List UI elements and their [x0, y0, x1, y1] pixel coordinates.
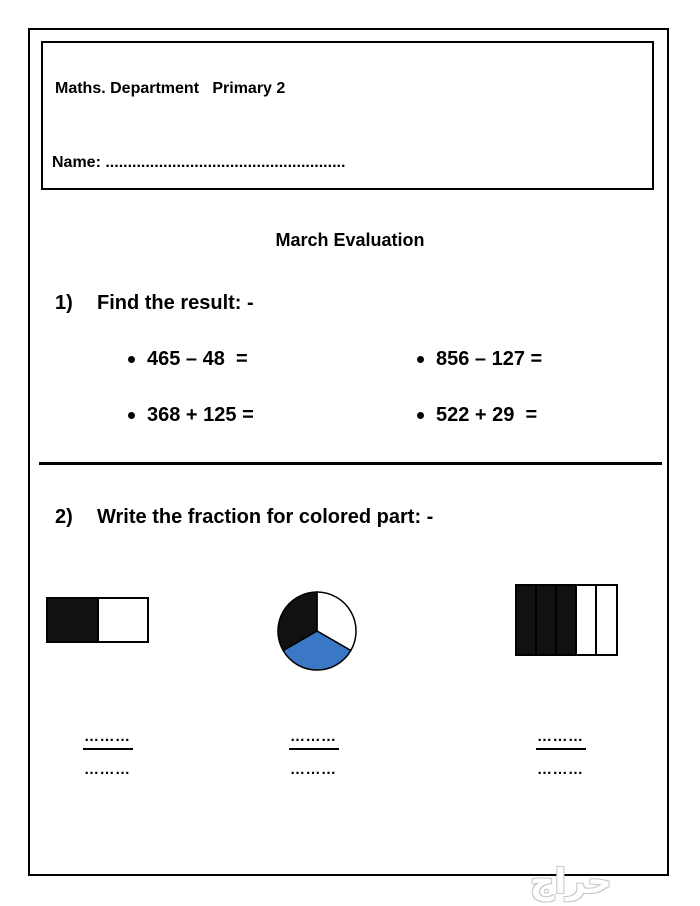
problem-item — [128, 404, 254, 427]
problem-text: 856 – 127 = — [436, 348, 543, 370]
strip-colored — [556, 585, 576, 655]
numerator-blank[interactable]: ……… — [290, 728, 337, 745]
question-1-number: 1) — [55, 292, 73, 314]
numerator-blank[interactable]: ……… — [84, 728, 131, 745]
question-2-number: 2) — [55, 506, 73, 528]
fraction-circle-figure — [276, 590, 358, 672]
bullet-icon — [417, 356, 424, 363]
strip-empty — [576, 585, 596, 655]
rectangle-colored-part — [47, 598, 98, 642]
fraction-bar — [83, 748, 133, 750]
denominator-blank[interactable]: ……… — [84, 761, 131, 778]
bullet-icon — [128, 412, 135, 419]
watermark-logo: حراج — [530, 863, 612, 901]
question-2-text: Write the fraction for colored part: - — [97, 506, 434, 528]
rectangle-empty-part — [98, 598, 148, 642]
strip-colored — [536, 585, 556, 655]
problem-item — [128, 348, 248, 371]
fraction-bar — [289, 748, 339, 750]
fraction-rectangle-figure — [46, 597, 150, 644]
name-field[interactable]: Name: ...................................................... — [52, 154, 346, 171]
denominator-blank[interactable]: ……… — [290, 761, 337, 778]
fraction-strips-figure — [515, 584, 619, 656]
fraction-bar — [536, 748, 586, 750]
denominator-blank[interactable]: ……… — [537, 761, 584, 778]
section-divider — [39, 462, 662, 465]
bullet-icon — [417, 412, 424, 419]
strip-colored — [516, 585, 536, 655]
problem-text: 368 + 125 = — [147, 404, 254, 426]
problem-item — [417, 404, 537, 427]
problem-text: 465 – 48 = — [147, 348, 248, 370]
strip-empty — [596, 585, 617, 655]
problem-item — [417, 348, 542, 371]
bullet-icon — [128, 356, 135, 363]
department-heading: Maths. Department Primary 2 — [55, 80, 286, 97]
page-title: March Evaluation — [275, 230, 425, 250]
problem-text: 522 + 29 = — [436, 404, 538, 426]
question-1-text: Find the result: - — [97, 292, 254, 314]
numerator-blank[interactable]: ……… — [537, 728, 584, 745]
